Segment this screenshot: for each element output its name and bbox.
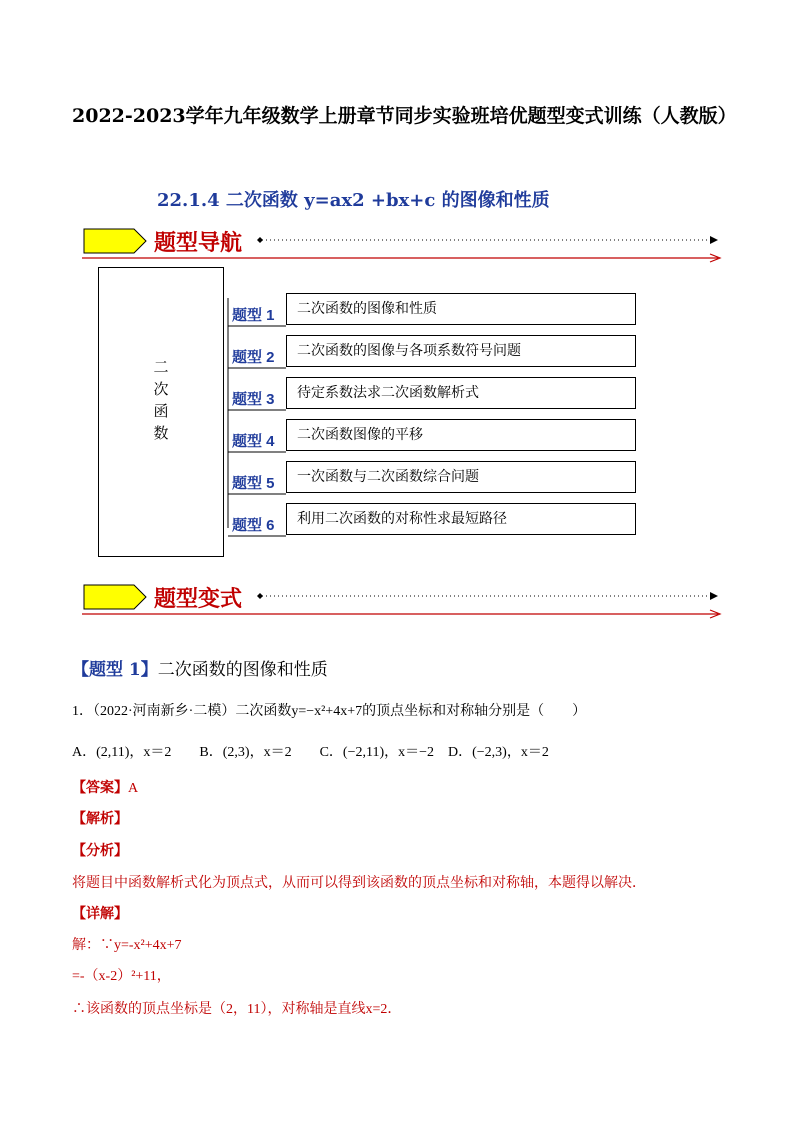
section-variant-label: 题型变式: [154, 586, 243, 612]
section-variant-banner: [82, 580, 722, 622]
nav-category-char: 数: [153, 424, 169, 442]
analysis-tag: 【分析】: [72, 844, 128, 859]
nav-type-box-4[interactable]: 二次函数图像的平移: [286, 419, 636, 451]
document-subtitle: 22.1.4 二次函数 y=ax2 +bx+c 的图像和性质: [157, 190, 550, 211]
answer-tag: 【答案】: [72, 781, 128, 796]
nav-connector-lines: [222, 290, 292, 540]
question-stem: 1．（2022·河南新乡·二模）二次函数y=−x²+4x+7的顶点坐标和对称轴分别是（ ）: [72, 704, 587, 719]
solution-line-1: 解：∵y=-x²+4x+7: [72, 938, 182, 953]
solution-line-3: ∴该函数的顶点坐标是（2，11），对称轴是直线x=2．: [72, 1002, 402, 1017]
explain-tag: 【解析】: [72, 812, 128, 827]
section-nav-label: 题型导航: [154, 230, 243, 256]
answer-value: A: [128, 781, 139, 796]
nav-type-label-6: 题型 6: [232, 517, 275, 534]
document-title: 2022-2023学年九年级数学上册章节同步实验班培优题型变式训练（人教版）: [72, 105, 737, 127]
nav-type-label-4: 题型 4: [232, 433, 275, 450]
nav-type-box-5[interactable]: 一次函数与二次函数综合问题: [286, 461, 636, 493]
type1-heading-bracket: 【题型 1】: [72, 660, 158, 680]
nav-type-box-3[interactable]: 待定系数法求二次函数解析式: [286, 377, 636, 409]
nav-type-box-1[interactable]: 二次函数的图像和性质: [286, 293, 636, 325]
type1-heading: [72, 655, 328, 680]
nav-category-char: 函: [153, 402, 169, 420]
nav-type-label-5: 题型 5: [232, 475, 275, 492]
nav-category-frame: [98, 267, 224, 557]
nav-type-box-2[interactable]: 二次函数的图像与各项系数符号问题: [286, 335, 636, 367]
detail-tag: 【详解】: [72, 907, 128, 922]
nav-type-label-1: 题型 1: [232, 307, 275, 324]
question-options: A．(2,11)，x＝2 B．(2,3)，x＝2 C．(−2,11)，x＝−2 D．(−2,3)，x＝2: [72, 745, 549, 760]
answer-row: [72, 777, 138, 797]
nav-category-char: 次: [153, 380, 169, 398]
nav-type-label-2: 题型 2: [232, 349, 275, 366]
type1-heading-text: 二次函数的图像和性质: [157, 660, 328, 680]
nav-type-label-3: 题型 3: [232, 391, 275, 408]
analysis-text: 将题目中函数解析式化为顶点式，从而可以得到该函数的顶点坐标和对称轴，本题得以解决．: [72, 876, 646, 891]
section-nav-banner: [82, 224, 722, 266]
solution-line-2: =-（x-2）²+11，: [72, 969, 171, 984]
nav-type-box-6[interactable]: 利用二次函数的对称性求最短路径: [286, 503, 636, 535]
nav-category-char: 二: [153, 358, 169, 376]
nav-category-label: [99, 356, 223, 444]
